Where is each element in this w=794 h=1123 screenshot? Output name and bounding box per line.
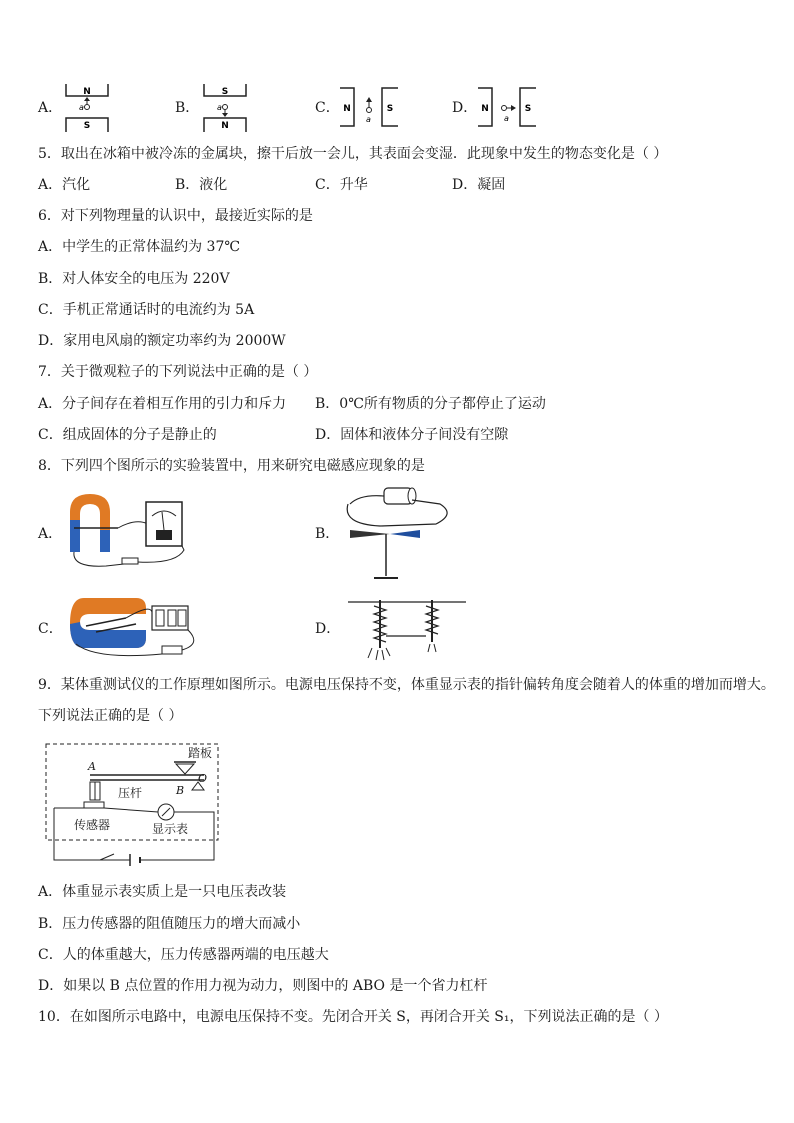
q4-b-top-pole: S (221, 87, 229, 97)
q4-option-c-magnet-diagram (338, 84, 400, 130)
q4-option-b-magnet-diagram (200, 82, 250, 134)
q9-label-point-a: A (88, 760, 96, 773)
q9-option-c[interactable]: C．人的体重越大，压力传感器两端的电压越大 (38, 947, 329, 963)
q9-option-d[interactable]: D．如果以 B 点位置的作用力视为动力，则图中的 ABO 是一个省力杠杆 (38, 978, 488, 994)
q8-option-b-coil-needle-diagram (340, 484, 460, 586)
q8-option-b-letter: B． (315, 526, 340, 542)
q9-stem-line2: 下列说法正确的是（ ） (38, 708, 183, 724)
q5-option-d[interactable]: D．凝固 (452, 177, 506, 193)
q8-option-a-letter: A． (38, 526, 63, 542)
q6-option-d[interactable]: D．家用电风扇的额定功率约为 2000W (38, 333, 286, 349)
q4-a-bottom-pole: S (83, 121, 91, 131)
q5-option-a[interactable]: A．汽化 (38, 177, 91, 193)
q9-label-pedal: 踏板 (188, 746, 213, 760)
q4-d-point: a (504, 114, 509, 123)
q9-figure-weighing-circuit (40, 740, 220, 866)
q5-option-b[interactable]: B．液化 (175, 177, 228, 193)
q7-option-a[interactable]: A．分子间存在着相互作用的引力和斥力 (38, 396, 287, 412)
q4-d-left-pole: N (481, 104, 489, 114)
q7-option-b[interactable]: B．0℃所有物质的分子都停止了运动 (315, 396, 546, 412)
q4-a-top-pole: N (83, 87, 91, 97)
q8-option-a-magnet-galvanometer-diagram (66, 490, 194, 570)
q4-option-d-magnet-diagram (476, 84, 538, 130)
q4-d-right-pole: S (524, 104, 532, 114)
q5-stem: 5．取出在冰箱中被冷冻的金属块，擦干后放一会儿，其表面会变湿．此现象中发生的物态变化是（ ） (38, 146, 668, 162)
q6-option-c[interactable]: C．手机正常通话时的电流约为 5A (38, 302, 255, 318)
q10-stem: 10．在如图所示电路中，电源电压保持不变。先闭合开关 S，再闭合开关 S₁，下列说法正确的是（ ） (38, 1009, 668, 1025)
q4-option-a-letter: A． (38, 100, 63, 116)
q9-option-a[interactable]: A．体重显示表实质上是一只电压表改装 (38, 884, 287, 900)
q9-label-point-b: B (176, 784, 185, 797)
q4-option-d-letter: D． (452, 100, 478, 116)
q7-option-c[interactable]: C．组成固体的分子是静止的 (38, 427, 217, 443)
q8-option-d-electromagnets-diagram (340, 594, 474, 666)
q4-c-left-pole: N (343, 104, 351, 114)
q8-option-c-motor-diagram (66, 594, 206, 664)
q4-c-point: a (366, 115, 371, 124)
q4-option-c-letter: C． (315, 100, 340, 116)
q6-stem: 6．对下列物理量的认识中，最接近实际的是 (38, 208, 313, 224)
q9-label-point-o: O (198, 772, 208, 785)
q9-label-sensor: 传感器 (74, 818, 111, 832)
q9-label-lever: 压杆 (118, 786, 143, 800)
q8-option-c-letter: C． (38, 621, 63, 637)
q6-option-b[interactable]: B．对人体安全的电压为 220V (38, 271, 230, 287)
q8-stem: 8．下列四个图所示的实验装置中，用来研究电磁感应现象的是 (38, 458, 425, 474)
q7-stem: 7．关于微观粒子的下列说法中正确的是（ ） (38, 364, 318, 380)
q4-option-a-magnet-diagram (62, 82, 112, 134)
q7-option-d[interactable]: D．固体和液体分子间没有空隙 (315, 427, 509, 443)
q9-label-display: 显示表 (152, 822, 189, 836)
q9-stem-line1: 9．某体重测试仪的工作原理如图所示。电源电压保持不变，体重显示表的指针偏转角度会随着人的体重的增加而增大。 (38, 677, 775, 693)
q4-b-bottom-pole: N (221, 121, 229, 131)
q8-option-d-letter: D． (315, 621, 341, 637)
q5-option-c[interactable]: C．升华 (315, 177, 368, 193)
q6-option-a[interactable]: A．中学生的正常体温约为 37℃ (38, 239, 241, 255)
q4-c-right-pole: S (386, 104, 394, 114)
q4-b-point: a (217, 103, 222, 112)
q4-a-point: a (79, 103, 84, 112)
q9-option-b[interactable]: B．压力传感器的阻值随压力的增大而减小 (38, 916, 301, 932)
q4-option-b-letter: B． (175, 100, 200, 116)
